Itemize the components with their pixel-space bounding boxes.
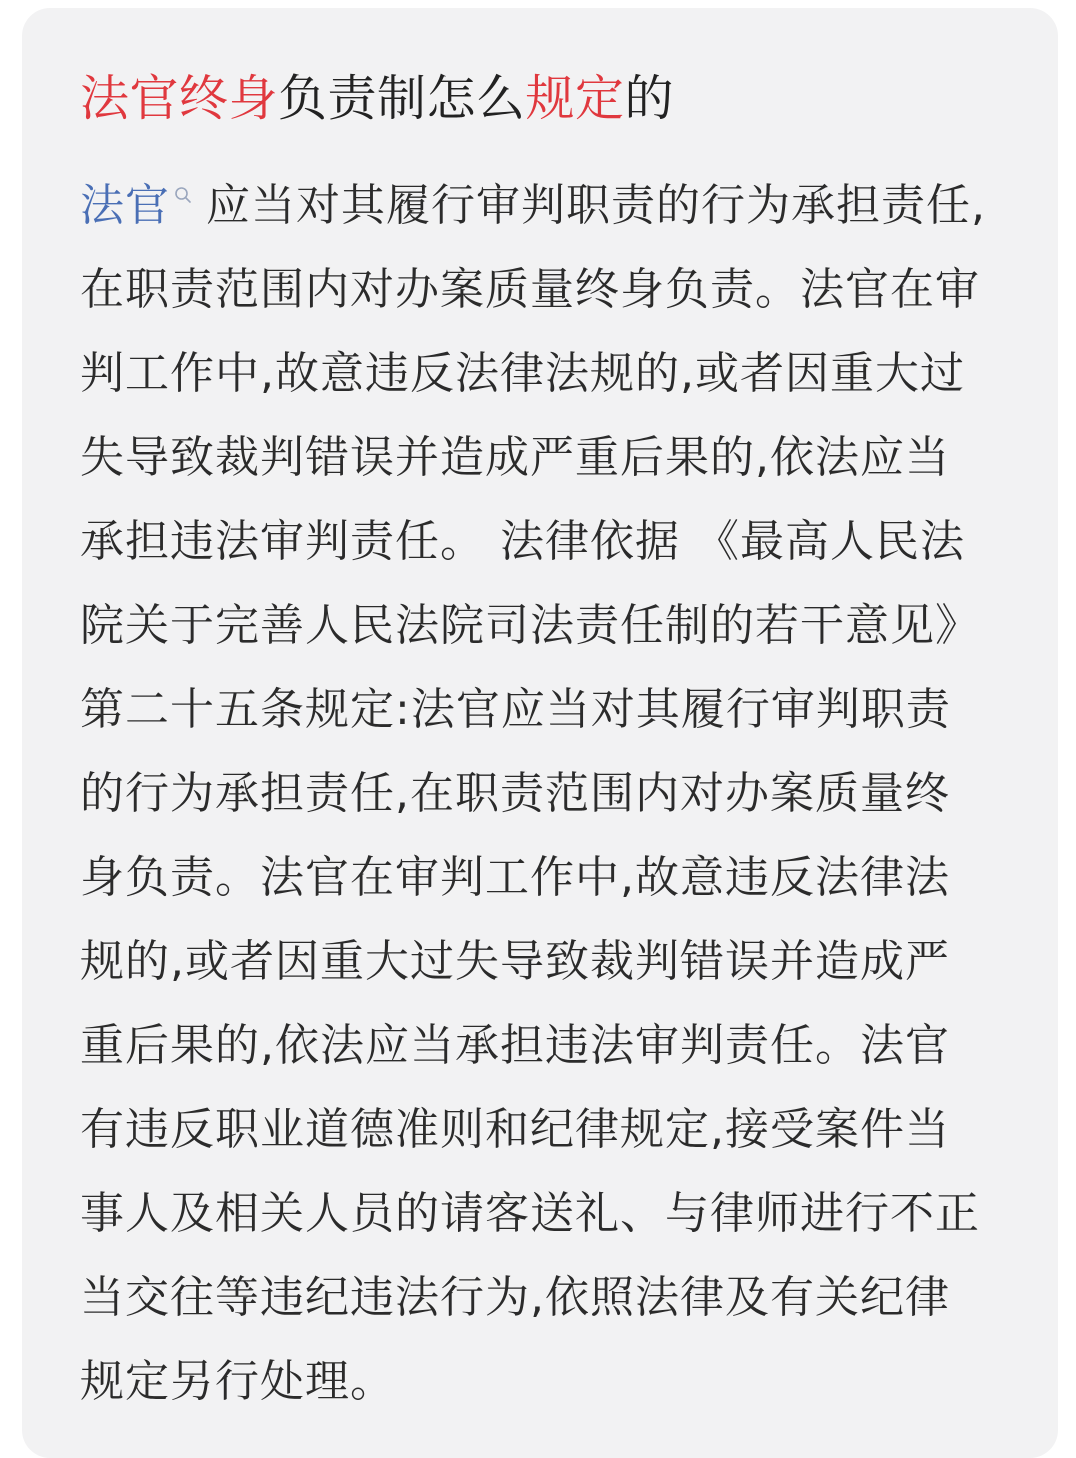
search-icon[interactable] — [174, 186, 192, 204]
article-line-text: 应当对其履行审判职责的行为承担责任, — [206, 180, 986, 231]
article-line: 事人及相关人员的请客送礼、与律师进行不正 — [80, 1188, 980, 1239]
article-line: 在职责范围内对办案质量终身负责。法官在审 — [80, 264, 980, 315]
article-line: 承担违法审判责任。 法律依据 《最高人民法 — [80, 516, 965, 567]
article-line: 当交往等违纪违法行为,依照法律及有关纪律 — [80, 1272, 950, 1323]
title-text: 负责制怎么 — [278, 70, 526, 127]
article-line: 有违反职业道德准则和纪律规定,接受案件当 — [80, 1104, 950, 1155]
article-line — [80, 164, 1050, 248]
article-line: 第二十五条规定:法官应当对其履行审判职责 — [80, 684, 951, 735]
term-link-faguan[interactable]: 法官 — [80, 180, 170, 231]
article-line: 重后果的,依法应当承担违法审判责任。法官 — [80, 1020, 950, 1071]
article-line: 规的,或者因重大过失导致裁判错误并造成严 — [80, 936, 950, 987]
article-line: 身负责。法官在审判工作中,故意违反法律法 — [80, 852, 950, 903]
title-highlight: 法官终身 — [80, 70, 279, 127]
article-body — [80, 164, 1050, 1424]
article-line: 失导致裁判错误并造成严重后果的,依法应当 — [80, 432, 950, 483]
article-line: 规定另行处理。 — [80, 1356, 395, 1407]
article-line: 的行为承担责任,在职责范围内对办案质量终 — [80, 768, 950, 819]
article-line: 院关于完善人民法院司法责任制的若干意见》 — [80, 600, 980, 651]
title-highlight: 规定 — [525, 70, 625, 127]
title-text: 的 — [624, 70, 675, 127]
page-title — [80, 66, 674, 132]
answer-card — [22, 8, 1058, 1458]
article-line: 判工作中,故意违反法律法规的,或者因重大过 — [80, 348, 965, 399]
